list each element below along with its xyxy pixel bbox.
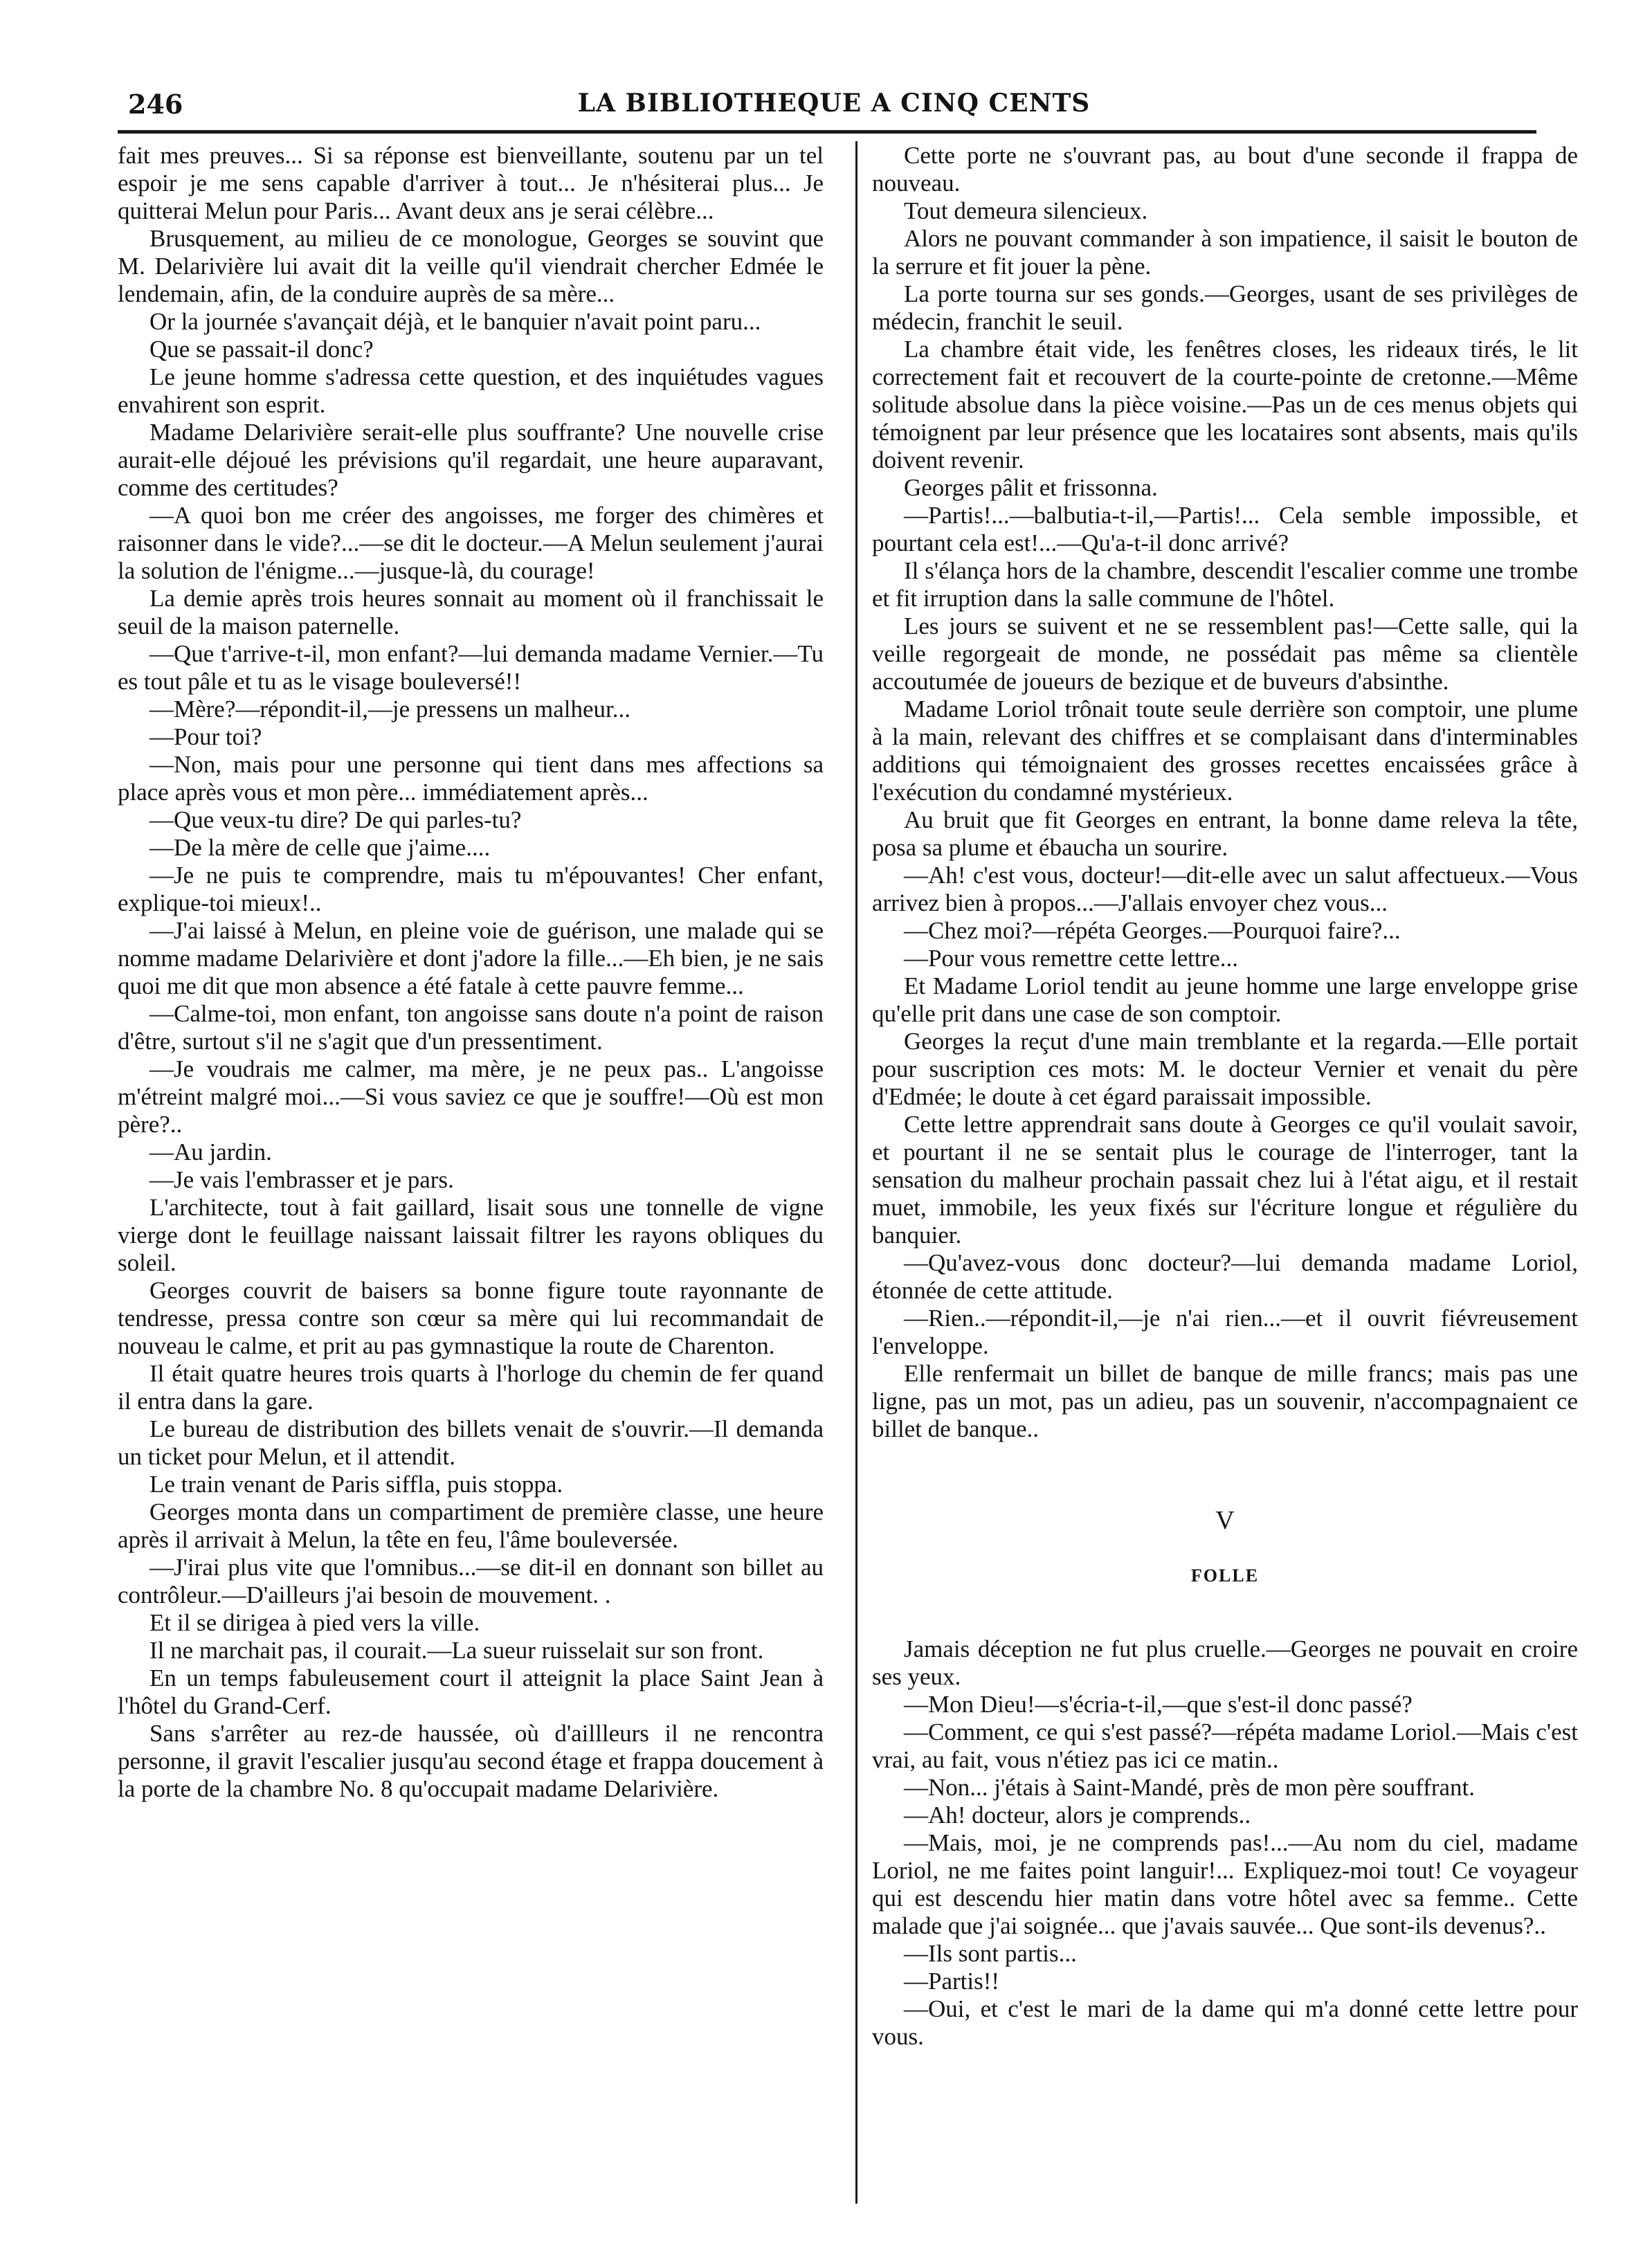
- paragraph: —Je voudrais me calmer, ma mère, je ne peux pas.. L'angoisse m'étreint malgré moi...—Si vous saviez ce que je souffre!—Où est mon père?..: [118, 1055, 824, 1138]
- paragraph: Brusquement, au milieu de ce monologue, Georges se souvint que M. Delarivière lui avait dit la veille qu'il viendrait chercher Edmée le lendemain, afin, de la conduire auprès de sa mère...: [118, 225, 824, 307]
- chapter-title: FOLLE: [1190, 1566, 1260, 1586]
- paragraph: —Ah! docteur, alors je comprends..: [904, 1802, 1251, 1829]
- paragraph: La demie après trois heures sonnait au moment où il franchissait le seuil de la maison paternelle.: [118, 585, 824, 639]
- paragraph: —Mère?—répondit-il,—je pressens un malheur...: [149, 696, 630, 723]
- chapter-number: V: [1215, 1506, 1235, 1535]
- page-number: 246: [128, 89, 183, 120]
- paragraph: —Je vais l'embrasser et je pars.: [149, 1166, 454, 1193]
- paragraph: Le train venant de Paris siffla, puis stoppa.: [149, 1471, 563, 1498]
- paragraph: Madame Delarivière serait-elle plus souffrante? Une nouvelle crise aurait-elle déjoué les prévisions qu'il regardait, une heure auparavant, comme des certitudes?: [118, 419, 824, 501]
- paragraph: Il était quatre heures trois quarts à l'horloge du chemin de fer quand il entra dans la gare.: [118, 1360, 824, 1415]
- paragraph: —Rien..—répondit-il,—je n'ai rien...—et il ouvrit fiévreusement l'enveloppe.: [872, 1305, 1578, 1359]
- paragraph: Madame Loriol trônait toute seule derrière son comptoir, une plume à la main, relevant des chiffres et se complaisant dans d'interminables additions qui témoignaient des grosses recettes encaissées grâce à l'exécution du condamné mystérieux.: [872, 696, 1578, 806]
- paragraph: Cette porte ne s'ouvrant pas, au bout d'une seconde il frappa de nouveau.: [872, 142, 1578, 197]
- paragraph: —De la mère de celle que j'aime....: [149, 834, 491, 861]
- paragraph: La chambre était vide, les fenêtres closes, les rideaux tirés, le lit correctement fait et recouvert de la courte-pointe de cretonne.—Même solitude absolue dans la pièce voisine.—Pas un de ces menus objets qui témoignent par leur présence que les locataires sont absents, mais qu'ils doivent revenir.: [872, 336, 1578, 473]
- paragraph: —Oui, et c'est le mari de la dame qui m'a donné cette lettre pour vous.: [872, 1995, 1578, 2050]
- paragraph: —Comment, ce qui s'est passé?—répéta madame Loriol.—Mais c'est vrai, au fait, vous n'étiez pas ici ce matin..: [872, 1718, 1578, 1773]
- paragraph: —Partis!...—balbutia-t-il,—Partis!... Cela semble impossible, et pourtant cela est!...—Qu'a-t-il donc arrivé?: [872, 502, 1578, 556]
- paragraph: Il ne marchait pas, il courait.—La sueur ruisselait sur son front.: [149, 1637, 764, 1664]
- paragraph: Georges pâlit et frissonna.: [904, 474, 1158, 501]
- paragraph: Georges la reçut d'une main tremblante et la regarda.—Elle portait pour suscription ces mots: M. le docteur Vernier et venait du père d'Edmée; le doute à cet égard paraissait impossible.: [872, 1028, 1578, 1110]
- paragraph: —Au jardin.: [149, 1138, 272, 1165]
- paragraph: —Ils sont partis...: [904, 1940, 1077, 1967]
- paragraph: Or la journée s'avançait déjà, et le banquier n'avait point paru...: [149, 308, 761, 335]
- paragraph: —Mon Dieu!—s'écria-t-il,—que s'est-il donc passé?: [904, 1691, 1413, 1718]
- paragraph: —Mais, moi, je ne comprends pas!...—Au nom du ciel, madame Loriol, ne me faites point languir!... Expliquez-moi tout! Ce voyageur qui est descendu hier matin dans votre hôtel avec sa femme.. Cette malade que j'ai soignée... que j'avais sauvée... Que sont-ils devenus?..: [872, 1829, 1578, 1939]
- paragraph: Il s'élança hors de la chambre, descendit l'escalier comme une trombe et fit irruption dans la salle commune de l'hôtel.: [872, 557, 1578, 612]
- right-column-before-chapter: [872, 142, 1578, 1443]
- paragraph: —Pour vous remettre cette lettre...: [904, 945, 1239, 972]
- paragraph: —J'ai laissé à Melun, en pleine voie de guérison, une malade qui se nomme madame Delarivière et dont j'adore la fille...—Eh bien, je ne sais quoi me dit que mon absence a été fatale à cette pauvre femme...: [118, 917, 824, 999]
- right-column-after-chapter: [872, 1635, 1578, 2051]
- page-header: [128, 82, 1540, 123]
- paragraph: Tout demeura silencieux.: [904, 197, 1148, 224]
- paragraph: —Qu'avez-vous donc docteur?—lui demanda madame Loriol, étonnée de cette attitude.: [872, 1249, 1578, 1304]
- paragraph: —Partis!!: [904, 1968, 1000, 1995]
- paragraph: Jamais déception ne fut plus cruelle.—Georges ne pouvait en croire ses yeux.: [872, 1635, 1578, 1690]
- paragraph: —J'irai plus vite que l'omnibus...—se dit-il en donnant son billet au contrôleur.—D'ailleurs j'ai besoin de mouvement. .: [118, 1554, 824, 1608]
- paragraph: Le jeune homme s'adressa cette question, et des inquiétudes vagues envahirent son esprit.: [118, 363, 824, 418]
- paragraph: En un temps fabuleusement court il atteignit la place Saint Jean à l'hôtel du Grand-Cerf.: [118, 1664, 824, 1719]
- paragraph: —Ah! c'est vous, docteur!—dit-elle avec un salut affectueux.—Vous arrivez bien à propos...—J'allais envoyer chez vous...: [872, 862, 1578, 916]
- paragraph: —A quoi bon me créer des angoisses, me forger des chimères et raisonner dans le vide?...—se dit le docteur.—A Melun seulement j'aurai la solution de l'énigme...—jusque-là, du courage!: [118, 502, 824, 584]
- paragraph: —Chez moi?—répéta Georges.—Pourquoi faire?...: [904, 917, 1401, 944]
- paragraph: fait mes preuves... Si sa réponse est bienveillante, soutenu par un tel espoir je me sens capable d'arriver à tout... Je n'hésiterai plus... Je quitterai Melun pour Paris... Avant deux ans je serai célèbre...: [118, 142, 824, 224]
- paragraph: La porte tourna sur ses gonds.—Georges, usant de ses privilèges de médecin, franchit le seuil.: [872, 280, 1578, 335]
- paragraph: —Je ne puis te comprendre, mais tu m'épouvantes! Cher enfant, explique-toi mieux!..: [118, 862, 824, 916]
- paragraph: Alors ne pouvant commander à son impatience, il saisit le bouton de la serrure et fit jouer la pène.: [872, 225, 1578, 280]
- paragraph: Que se passait-il donc?: [149, 336, 374, 363]
- left-column: [118, 142, 824, 1803]
- paragraph: L'architecte, tout à fait gaillard, lisait sous une tonnelle de vigne vierge dont le feuillage naissant laissait filtrer les rayons obliques du soleil.: [118, 1194, 824, 1276]
- paragraph: Cette lettre apprendrait sans doute à Georges ce qu'il voulait savoir, et pourtant il ne se sentait plus le courage de l'interroger, tant la sensation du malheur prochain passait chez lui à l'état aigu, et il restait muet, immobile, les yeux fixés sur l'écriture longue et régulière du banquier.: [872, 1111, 1578, 1249]
- paragraph: Sans s'arrêter au rez-de haussée, où d'aillleurs il ne rencontra personne, il gravit l'escalier jusqu'au second étage et frappa doucement à la porte de la chambre No. 8 qu'occupait madame Delarivière.: [118, 1720, 824, 1802]
- paragraph: Et il se dirigea à pied vers la ville.: [149, 1609, 480, 1636]
- paragraph: —Non, mais pour une personne qui tient dans mes affections sa place après vous et mon père... immédiatement après...: [118, 751, 824, 806]
- paragraph: Georges monta dans un compartiment de première classe, une heure après il arrivait à Melun, la tête en feu, l'âme bouleversée.: [118, 1498, 824, 1553]
- column-divider: [855, 141, 857, 2204]
- paragraph: Le bureau de distribution des billets venait de s'ouvrir.—Il demanda un ticket pour Melun, et il attendit.: [118, 1415, 824, 1470]
- paragraph: —Que t'arrive-t-il, mon enfant?—lui demanda madame Vernier.—Tu es tout pâle et tu as le visage bouleversé!!: [118, 640, 824, 695]
- paragraph: Et Madame Loriol tendit au jeune homme une large enveloppe grise qu'elle prit dans une case de son comptoir.: [872, 972, 1578, 1027]
- paragraph: —Non... j'étais à Saint-Mandé, près de mon père souffrant.: [904, 1774, 1476, 1801]
- right-column: [872, 142, 1578, 2051]
- paragraph: Georges couvrit de baisers sa bonne figure toute rayonnante de tendresse, pressa contre son cœur sa mère qui lui recommandait de nouveau le calme, et prit au pas gymnastique la route de Charenton.: [118, 1277, 824, 1359]
- paragraph: —Calme-toi, mon enfant, ton angoisse sans doute n'a point de raison d'être, surtout s'il ne s'agit que d'un pressentiment.: [118, 1000, 824, 1055]
- paragraph: Elle renfermait un billet de banque de mille francs; mais pas une ligne, pas un mot, pas un adieu, pas un souvenir, n'accompagnaient ce billet de banque..: [872, 1360, 1578, 1442]
- paragraph: Au bruit que fit Georges en entrant, la bonne dame releva la tête, posa sa plume et ébaucha un sourire.: [872, 806, 1578, 861]
- running-title: LA BIBLIOTHEQUE A CINQ CENTS: [577, 89, 1091, 118]
- header-rule: [118, 130, 1536, 134]
- paragraph: —Que veux-tu dire? De qui parles-tu?: [149, 806, 522, 833]
- paragraph: —Pour toi?: [149, 723, 262, 750]
- paragraph: Les jours se suivent et ne se ressemblent pas!—Cette salle, qui la veille regorgeait de monde, ne possédait pas même sa clientèle accoutumée de joueurs de bezique et de buveurs d'absinthe.: [872, 613, 1578, 695]
